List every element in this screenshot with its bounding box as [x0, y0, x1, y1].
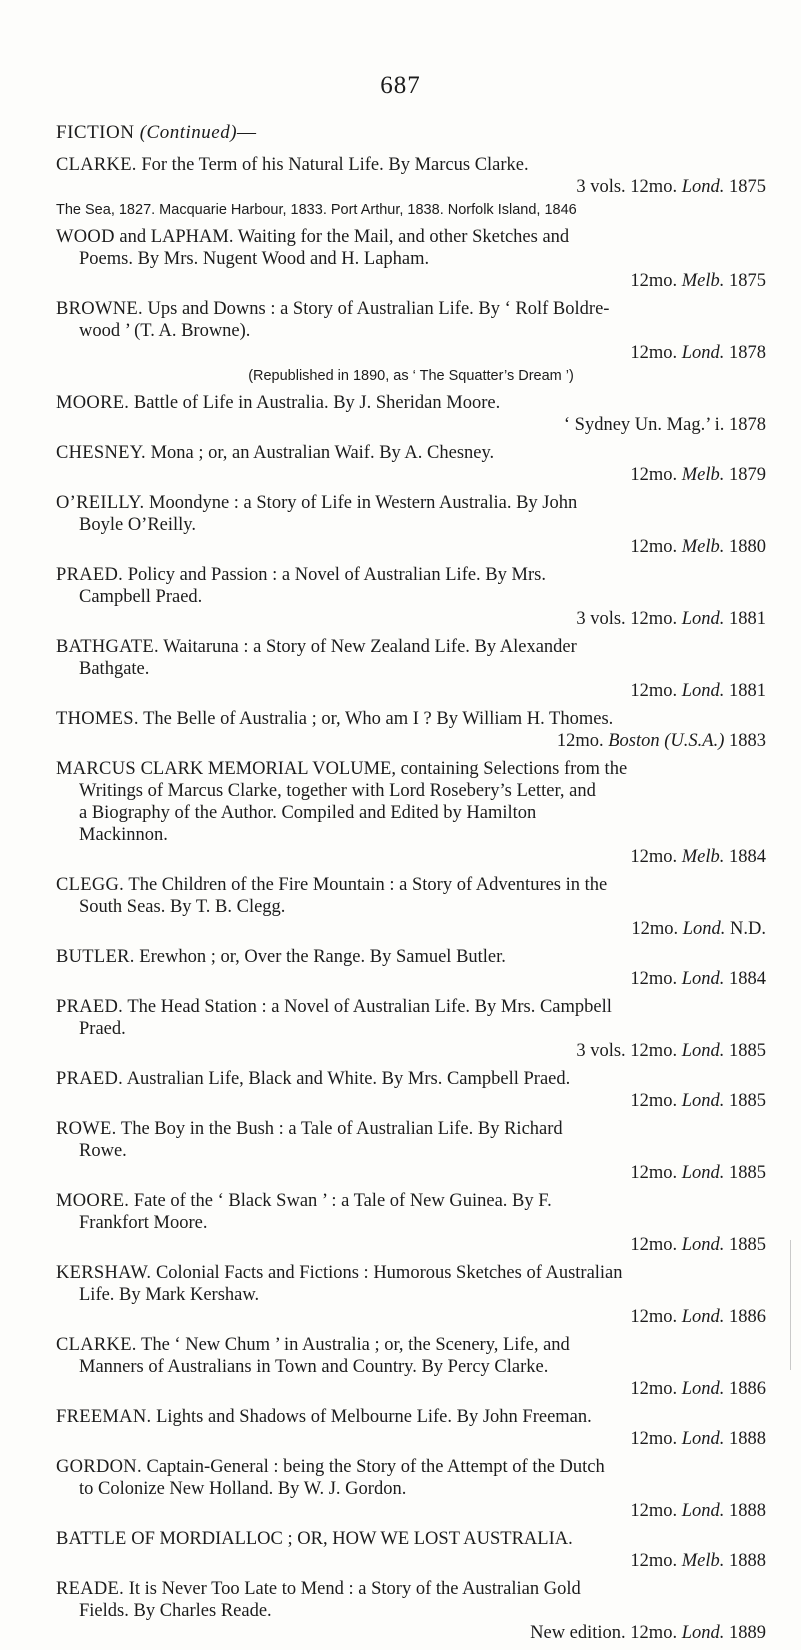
imprint-format: 12mo.	[630, 847, 678, 867]
bibliography-entry	[56, 492, 766, 558]
entry-first-line	[56, 1190, 766, 1212]
imprint-place: Lond.	[681, 969, 725, 989]
imprint-format: 12mo.	[630, 271, 678, 291]
imprint-year: 1878	[729, 343, 766, 363]
entry-note: (Republished in 1890, as ‘ The Squatter’s Dream ’)	[248, 368, 574, 384]
imprint-year: 1888	[729, 1501, 766, 1521]
entry-imprint	[56, 1162, 766, 1184]
imprint-format: 12mo.	[630, 1429, 678, 1449]
imprint-year: 1881	[729, 681, 766, 701]
imprint-year: 1880	[729, 537, 766, 557]
section-title: FICTION	[56, 122, 135, 143]
section-dash: —	[237, 122, 257, 143]
entry-author: WOOD	[56, 227, 115, 247]
entry-author: THOMES.	[56, 709, 139, 729]
entry-author: CLARKE.	[56, 1335, 137, 1355]
entry-first-line	[56, 1118, 766, 1140]
imprint-year: 1883	[729, 731, 766, 751]
entry-title: The Belle of Australia ; or, Who am I ? By William H. Thomes.	[143, 709, 614, 729]
entry-author: PRAED.	[56, 565, 124, 585]
imprint-format: 12mo.	[630, 1091, 678, 1111]
imprint-format: 12mo.	[630, 1307, 678, 1327]
entry-imprint	[56, 846, 766, 868]
entry-continuation: Frankfort Moore.	[79, 1213, 208, 1233]
section-heading	[56, 122, 257, 144]
entry-continuation: Mackinnon.	[79, 825, 168, 845]
imprint-format: 12mo.	[630, 969, 678, 989]
entry-title: The Head Station : a Novel of Australian Life. By Mrs. Campbell	[127, 997, 612, 1017]
imprint-place: Lond.	[681, 1307, 725, 1327]
imprint-year: 1886	[729, 1307, 766, 1327]
imprint-year: 1885	[729, 1235, 766, 1255]
entry-title: The ‘ New Chum ’ in Australia ; or, the Scenery, Life, and	[141, 1335, 570, 1355]
entry-first-line	[56, 1456, 766, 1478]
imprint-format: 12mo.	[630, 1501, 678, 1521]
entry-first-line	[56, 636, 766, 658]
bibliography-entry	[56, 442, 766, 486]
entry-title: OF MORDIALLOC ; OR, HOW WE LOST AUSTRALIA.	[131, 1529, 573, 1549]
entry-first-line	[56, 758, 766, 780]
entry-imprint	[56, 1378, 766, 1400]
imprint-year: N.D.	[730, 919, 766, 939]
imprint-place: Melb.	[681, 537, 725, 557]
bibliography-entry	[56, 1190, 766, 1256]
entry-title: Waitaruna : a Story of New Zealand Life. By Alexander	[163, 637, 577, 657]
imprint-year: 1875	[729, 177, 766, 197]
bibliography-entry	[56, 1118, 766, 1184]
entry-first-line	[56, 564, 766, 586]
imprint-format: 3 vols. 12mo.	[576, 1041, 678, 1061]
bibliography-entry	[56, 1456, 766, 1522]
entry-imprint	[56, 1234, 766, 1256]
imprint-place: Lond.	[682, 919, 726, 939]
bibliography-list	[56, 154, 766, 1650]
entry-continuation: Writings of Marcus Clarke, together with Lord Rosebery’s Letter, and	[79, 781, 596, 801]
imprint-place: Lond.	[681, 343, 725, 363]
imprint-year: 1878	[729, 415, 766, 435]
entry-author: BUTLER.	[56, 947, 135, 967]
imprint-year: 1886	[729, 1379, 766, 1399]
section-continued: (Continued)	[139, 122, 238, 143]
entry-title: Policy and Passion : a Novel of Australian Life. By Mrs.	[127, 565, 546, 585]
entry-imprint	[56, 1428, 766, 1450]
page-edge-line	[790, 1240, 791, 1370]
bibliography-entry	[56, 946, 766, 990]
imprint-place: Melb.	[681, 1551, 725, 1571]
imprint-format: 3 vols. 12mo.	[576, 609, 678, 629]
entry-author: BATHGATE.	[56, 637, 159, 657]
imprint-place: Lond.	[681, 1235, 725, 1255]
imprint-year: 1884	[729, 847, 766, 867]
bibliography-entry	[56, 996, 766, 1062]
entry-note: The Sea, 1827. Macquarie Harbour, 1833. Port Arthur, 1838. Norfolk Island, 1846	[56, 202, 577, 218]
imprint-place: Lond.	[681, 1429, 725, 1449]
imprint-format: 12mo.	[631, 919, 679, 939]
entry-imprint	[56, 1622, 766, 1644]
entry-title: Battle of Life in Australia. By J. Sheridan Moore.	[133, 393, 501, 413]
entry-imprint	[56, 730, 766, 752]
imprint-year: 1885	[729, 1091, 766, 1111]
entry-title: Captain-General : being the Story of the Attempt of the Dutch	[146, 1457, 605, 1477]
imprint-place: Lond.	[681, 1091, 725, 1111]
bibliography-entry	[56, 636, 766, 702]
bibliography-entry	[56, 1528, 766, 1572]
bibliography-entry	[56, 226, 766, 292]
imprint-place: Melb.	[681, 465, 725, 485]
entry-continuation: Manners of Australians in Town and Country. By Percy Clarke.	[79, 1357, 549, 1377]
entry-author: MOORE.	[56, 1191, 130, 1211]
imprint-format: 12mo.	[630, 537, 678, 557]
entry-imprint	[56, 176, 766, 198]
bibliography-entry	[56, 154, 766, 220]
entry-author: CLEGG.	[56, 875, 125, 895]
imprint-place: Lond.	[681, 1501, 725, 1521]
entry-continuation: Campbell Praed.	[79, 587, 203, 607]
entry-imprint	[56, 1040, 766, 1062]
imprint-format: 12mo.	[630, 465, 678, 485]
entry-imprint	[56, 536, 766, 558]
entry-title: The Children of the Fire Mountain : a Story of Adventures in the	[128, 875, 608, 895]
entry-author: CHESNEY.	[56, 443, 146, 463]
entry-first-line	[56, 1528, 766, 1550]
imprint-place: Lond.	[681, 609, 725, 629]
entry-first-line	[56, 946, 766, 968]
imprint-year: 1885	[729, 1041, 766, 1061]
entry-imprint	[56, 464, 766, 486]
imprint-format: ‘ Sydney Un. Mag.’ i.	[563, 415, 725, 435]
entry-first-line	[56, 874, 766, 896]
entry-imprint	[56, 1500, 766, 1522]
entry-title: Erewhon ; or, Over the Range. By Samuel Butler.	[139, 947, 506, 967]
entry-imprint	[56, 918, 766, 940]
entry-first-line	[56, 996, 766, 1018]
imprint-place: Lond.	[681, 1379, 725, 1399]
entry-title: The Boy in the Bush : a Tale of Australian Life. By Richard	[120, 1119, 563, 1139]
entry-title: Moondyne : a Story of Life in Western Australia. By John	[149, 493, 578, 513]
bibliography-entry	[56, 1334, 766, 1400]
entry-title: Lights and Shadows of Melbourne Life. By John Freeman.	[156, 1407, 592, 1427]
bibliography-entry	[56, 564, 766, 630]
entry-first-line	[56, 492, 766, 514]
bibliography-entry	[56, 874, 766, 940]
imprint-year: 1889	[729, 1623, 766, 1643]
entry-first-line	[56, 298, 766, 320]
imprint-place: Melb.	[681, 847, 725, 867]
entry-continuation: Praed.	[79, 1019, 126, 1039]
imprint-format: 3 vols. 12mo.	[576, 177, 678, 197]
entry-author: FREEMAN.	[56, 1407, 152, 1427]
bibliography-entry	[56, 1262, 766, 1328]
entry-author: CLARKE.	[56, 155, 137, 175]
entry-first-line	[56, 708, 766, 730]
entry-continuation: a Biography of the Author. Compiled and Edited by Hamilton	[79, 803, 537, 823]
entry-first-line	[56, 442, 766, 464]
entry-first-line	[56, 154, 766, 176]
imprint-year: 1881	[729, 609, 766, 629]
imprint-format: 12mo.	[630, 1551, 678, 1571]
imprint-place: Lond.	[681, 1623, 725, 1643]
imprint-format: 12mo.	[556, 731, 604, 751]
entry-author: MOORE.	[56, 393, 130, 413]
bibliography-entry	[56, 758, 766, 868]
entry-title: and LAPHAM. Waiting for the Mail, and other Sketches and	[119, 227, 570, 247]
entry-continuation: Life. By Mark Kershaw.	[79, 1285, 260, 1305]
entry-continuation: Rowe.	[79, 1141, 127, 1161]
entry-imprint	[56, 342, 766, 364]
entry-first-line	[56, 1334, 766, 1356]
imprint-place: Lond.	[681, 681, 725, 701]
imprint-year: 1884	[729, 969, 766, 989]
entry-author: READE.	[56, 1579, 125, 1599]
entry-first-line	[56, 1406, 766, 1428]
entry-imprint	[56, 270, 766, 292]
entry-author: BATTLE	[56, 1529, 127, 1549]
entry-title: It is Never Too Late to Mend : a Story of the Australian Gold	[128, 1579, 581, 1599]
entry-continuation: Boyle O’Reilly.	[79, 515, 196, 535]
entry-title: Mona ; or, an Australian Waif. By A. Chesney.	[150, 443, 495, 463]
bibliography-entry	[56, 1406, 766, 1450]
entry-first-line	[56, 226, 766, 248]
entry-title: Australian Life, Black and White. By Mrs. Campbell Praed.	[126, 1069, 571, 1089]
imprint-year: 1875	[729, 271, 766, 291]
entry-author: BROWNE.	[56, 299, 143, 319]
entry-first-line	[56, 1578, 766, 1600]
imprint-format: 12mo.	[630, 1163, 678, 1183]
entry-imprint	[56, 680, 766, 702]
entry-title: For the Term of his Natural Life. By Marcus Clarke.	[141, 155, 529, 175]
imprint-format: 12mo.	[630, 1235, 678, 1255]
imprint-place: Lond.	[681, 1041, 725, 1061]
bibliography-entry	[56, 392, 766, 436]
entry-imprint	[56, 414, 766, 436]
entry-author: PRAED.	[56, 997, 124, 1017]
imprint-format: 12mo.	[630, 681, 678, 701]
entry-author: GORDON.	[56, 1457, 142, 1477]
entry-imprint	[56, 1306, 766, 1328]
imprint-place: Lond.	[681, 1163, 725, 1183]
imprint-format: 12mo.	[630, 1379, 678, 1399]
entry-imprint	[56, 1090, 766, 1112]
bibliography-entry	[56, 298, 766, 386]
entry-first-line	[56, 392, 766, 414]
entry-imprint	[56, 608, 766, 630]
entry-continuation: South Seas. By T. B. Clegg.	[79, 897, 286, 917]
entry-title: Colonial Facts and Fictions : Humorous Sketches of Australian	[155, 1263, 623, 1283]
entry-continuation: wood ’ (T. A. Browne).	[79, 321, 251, 341]
entry-first-line	[56, 1262, 766, 1284]
imprint-year: 1888	[729, 1429, 766, 1449]
imprint-format: New edition. 12mo.	[530, 1623, 678, 1643]
imprint-year: 1888	[729, 1551, 766, 1571]
entry-continuation: Poems. By Mrs. Nugent Wood and H. Lapham.	[79, 249, 430, 269]
entry-imprint	[56, 968, 766, 990]
entry-author: KERSHAW.	[56, 1263, 152, 1283]
imprint-year: 1885	[729, 1163, 766, 1183]
entry-author: ROWE.	[56, 1119, 117, 1139]
entry-title: Fate of the ‘ Black Swan ’ : a Tale of New Guinea. By F.	[133, 1191, 552, 1211]
entry-continuation: Bathgate.	[79, 659, 150, 679]
entry-author: PRAED.	[56, 1069, 124, 1089]
entry-author: MARCUS	[56, 759, 136, 779]
page-number: 687	[380, 72, 421, 99]
bibliography-entry	[56, 1578, 766, 1644]
imprint-place: Boston (U.S.A.)	[608, 731, 725, 751]
imprint-place: Lond.	[681, 177, 725, 197]
bibliography-entry	[56, 708, 766, 752]
entry-title: Ups and Downs : a Story of Australian Life. By ‘ Rolf Boldre-	[147, 299, 610, 319]
entry-first-line	[56, 1068, 766, 1090]
entry-title: CLARK MEMORIAL VOLUME, containing Selections from the	[140, 759, 628, 779]
imprint-year: 1879	[729, 465, 766, 485]
bibliography-entry	[56, 1068, 766, 1112]
imprint-place: Melb.	[681, 271, 725, 291]
imprint-format: 12mo.	[630, 343, 678, 363]
entry-author: O’REILLY.	[56, 493, 145, 513]
entry-continuation: Fields. By Charles Reade.	[79, 1601, 272, 1621]
entry-imprint	[56, 1550, 766, 1572]
entry-continuation: to Colonize New Holland. By W. J. Gordon.	[79, 1479, 407, 1499]
